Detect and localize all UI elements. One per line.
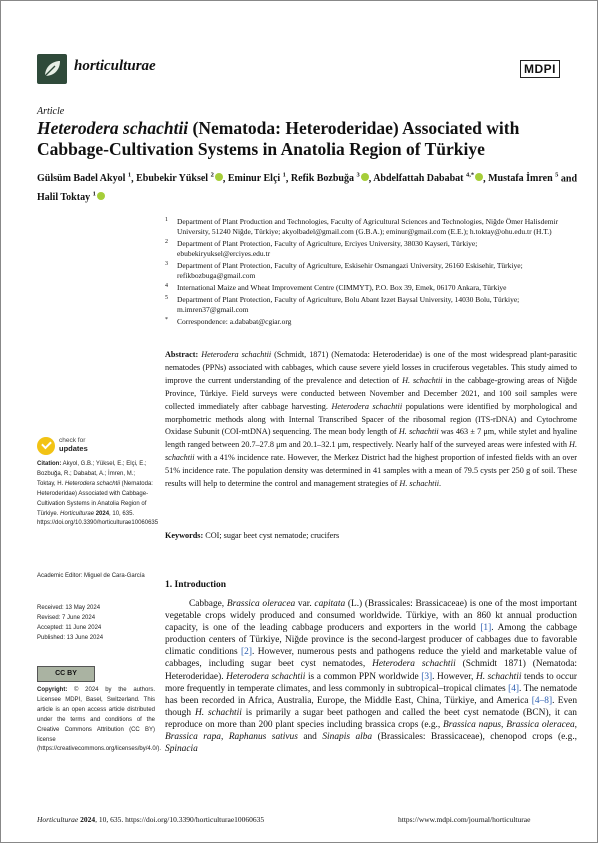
reference-link[interactable]: [1] bbox=[480, 623, 492, 634]
affiliation-item bbox=[165, 295, 565, 315]
article-title: Heterodera schachtii (Nematoda: Heteroderidae) Associated with Cabbage-Cultivation Systems in Anatolia Region of Türkiye bbox=[37, 118, 520, 159]
abstract: Abstract: Heterodera schachtii (Schmidt, 1871) (Nematoda: Heteroderidae) is one of the most widespread plant-parasitic nematodes (PPNs) associated with cabbages, which cause severe yield losses in cruciferous vegetables. This study aimed to improve the current understanding of the prevalence and detection of H. schachtii in the cabbage-growing areas of Niğde Province, Türkiye. Field surveys were conducted between November and December 2021, and 100 soil samples were collected immediately after cabbage harvesting. Heterodera schachtii populations were identified by morphological and morphometric methods along with Internal Transcribed Spacer of the ribosomal region (ITS-rDNA) and Cytochrome Oxidase Subunit (COI-mtDNA) sequencing. The mean body length of H. schachtii was 463 ± 7 μm, while stylet and hyaline length ranged between 20.7–27.8 μm and 20.1–32.1 μm, respectively. Nearly half of the surveyed areas were infested with H. schachtii with a 41% incidence rate. However, the Merkez District had the highest proportion of infested fields with an over 51% incidence rate. The population density was determined in 41 samples with a mean of 79.5 cysts per 250 g of soil. These results will help to determine the control and management strategies of H. schachtii. bbox=[165, 350, 577, 489]
author-affiliation-number: 1 bbox=[92, 190, 96, 198]
affiliation-item bbox=[165, 239, 565, 259]
author-name[interactable]: Gülsüm Badel Akyol $^1$ bbox=[37, 172, 132, 185]
author-name[interactable]: Eminur Elçi $^1$ bbox=[227, 172, 286, 185]
introduction-body bbox=[165, 598, 577, 755]
author-affiliation-number: 1 bbox=[127, 172, 132, 179]
footer-citation: Horticulturae 2024, 10, 635. https://doi.org/10.3390/horticulturae10060635 bbox=[37, 815, 265, 824]
affiliations bbox=[165, 217, 565, 329]
accepted-date: Accepted: 11 June 2024 bbox=[37, 624, 102, 631]
intro-paragraph: Cabbage, Brassica oleracea var. capitata (L.) (Brassicales: Brassicaceae) is one of the most important vegetable crops widely produced and consumed worldwide. Türkiye, with an 860 kt annual production capacity, is one of the leading cabbage producers and exporters in the world [1]. Among the cabbage production centers of Türkiye, Niğde province is the second-largest producer of cabbages due to favorable climatic conditions [2]. However, numerous pests and pathogens reduce the yield and marketable value of cabbages, including sugar beet cyst nematodes, Heterodera schachtii (Schmidt 1871) (Nematoda: Heteroderidae). Heterodera schachtii is a common PPN worldwide [3]. However, H. schachtii tends to occur more frequently in temperate climates, and less commonly in subtropical–tropical climates [4]. The nematode has been recorded in Africa, Australia, Europe, the Middle East, China, Türkiye, and America [4–8]. Even though H. schachtii is primarily a sugar beet pathogen and called the beet cyst nematode (BCN), it can reproduce on more than 200 plant species including brassica crops (e.g., Brassica napus, Brassica oleracea, Brassica rapa, Raphanus sativus and Sinapis alba (Brassicales: Brassicaceae), chenopod crops (e.g., Spinacia bbox=[165, 599, 578, 755]
affiliation-text: Department of Plant Protection, Faculty of Agriculture, Eskisehir Osmangazi University, 26160 Eskisehir, Türkiye; refikbozbuga@gmail.com bbox=[177, 261, 523, 281]
orcid-icon[interactable] bbox=[475, 173, 483, 181]
author-affiliation-number: 2 bbox=[210, 172, 214, 179]
article-type: Article bbox=[37, 106, 65, 117]
author-affiliation-number: 5 bbox=[555, 172, 559, 179]
affiliation-number: 3 bbox=[165, 261, 168, 267]
check-icon bbox=[37, 437, 55, 455]
academic-editor: Academic Editor: Miguel de Cara-García bbox=[37, 573, 145, 579]
author-name[interactable]: Halil Toktay $^1$ bbox=[37, 192, 105, 203]
affiliation-text: Department of Plant Protection, Faculty of Agriculture, Bolu Abant Izzet Baysal University, 14030 Bolu, Türkiye; m.imren37@gmail.com bbox=[177, 294, 520, 314]
leaf-logo-icon bbox=[37, 54, 67, 84]
affiliation-number: 4 bbox=[165, 283, 168, 289]
author-name[interactable]: Abdelfattah Dababat $^{4,*}$ bbox=[373, 173, 483, 184]
orcid-icon[interactable] bbox=[215, 173, 223, 181]
check-updates-label: check for updates bbox=[59, 437, 88, 453]
dates bbox=[37, 604, 155, 644]
affiliation-item bbox=[165, 261, 565, 281]
affiliation-number: 2 bbox=[165, 239, 168, 245]
affiliation-number: * bbox=[165, 316, 168, 323]
author-list: Gülsüm Badel Akyol $^1$, Ebubekir Yüksel $^2$ , Eminur Elçi $^1$, Refik Bozbuğa $^3$ , Abdelfattah Dababat $^{4,*}$ , Mustafa İmren $^5$ and Halil Toktay $^1$ bbox=[37, 172, 578, 203]
reference-link[interactable]: [4–8] bbox=[531, 695, 553, 706]
citation: Citation: Akyol, G.B.; Yüksel, E.; Elçi, E.; Bozbuğa, R.; Dababat, A.; İmren, M.; Toktay, H. Heterodera schachtii (Nematoda: Heteroderidae) Associated with Cabbage-Cultivation Systems in Anatolia Region of Türkiye. Horticulturae 2024, 10, 635. https://doi.org/10.3390/horticulturae10060635 bbox=[37, 461, 159, 527]
revised-date: Revised: 7 June 2024 bbox=[37, 614, 96, 621]
received-date: Received: 13 May 2024 bbox=[37, 605, 101, 611]
author-name[interactable]: Refik Bozbuğa $^3$ bbox=[291, 173, 369, 184]
journal-name[interactable]: horticulturae bbox=[74, 58, 156, 74]
author-name[interactable]: Mustafa İmren $^5$ bbox=[488, 172, 559, 185]
affiliation-text: International Maize and Wheat Improvement Centre (CIMMYT), P.O. Box 39, Emek, 06170 Ankara, Türkiye bbox=[177, 283, 507, 292]
affiliation-text: Correspondence: a.dababat@cgiar.org bbox=[177, 316, 292, 326]
reference-link[interactable]: [2] bbox=[241, 647, 252, 658]
author-affiliation-number: 1 bbox=[282, 172, 286, 179]
section-heading: 1. Introduction bbox=[165, 580, 227, 590]
published-date: Published: 13 June 2024 bbox=[37, 634, 104, 641]
orcid-icon[interactable] bbox=[361, 173, 369, 181]
author-affiliation-number: 4,* bbox=[465, 172, 475, 179]
affiliation-text: Department of Plant Protection, Faculty of Agriculture, Erciyes University, 38030 Kayseri, Türkiye; ebubekiryuksel@erciyes.edu.tr bbox=[177, 239, 478, 259]
footer-journal-link[interactable]: https://www.mdpi.com/journal/horticulturae bbox=[398, 815, 531, 824]
affiliation-text: Department of Plant Production and Technologies, Faculty of Agricultural Sciences and Technologies, Niğde Ömer Halisdemir University, 51240 Niğde, Türkiye; akyolbadel@gmail.com (G.B.A.); eminur@gmail.com (E.E.); h.toktay@ohu.edu.tr (H.T.) bbox=[177, 217, 559, 237]
cc-license-icon[interactable]: CC BY bbox=[37, 666, 95, 682]
copyright: Copyright: © 2024 by the authors. Licensee MDPI, Basel, Switzerland. This article is an open access article distributed under the terms and conditions of the Creative Commons Attribution (CC BY) license (https://creativecommons.org/licenses/by/4.0/). bbox=[37, 687, 162, 753]
affiliation-number: 1 bbox=[165, 217, 168, 223]
reference-link[interactable]: [3] bbox=[421, 671, 433, 682]
publisher-logo[interactable]: MDPI bbox=[520, 60, 560, 78]
affiliation-number: 5 bbox=[165, 294, 168, 301]
affiliation-item bbox=[165, 283, 565, 293]
orcid-icon[interactable] bbox=[97, 192, 105, 200]
affiliation-item bbox=[165, 217, 565, 237]
reference-link[interactable]: [4] bbox=[508, 683, 520, 694]
affiliation-item bbox=[165, 317, 565, 327]
author-name[interactable]: Ebubekir Yüksel $^2$ bbox=[136, 173, 223, 184]
keywords: Keywords: COI; sugar beet cyst nematode; crucifers bbox=[165, 531, 340, 540]
check-for-updates-button[interactable] bbox=[37, 437, 97, 457]
author-affiliation-number: 3 bbox=[356, 172, 360, 179]
